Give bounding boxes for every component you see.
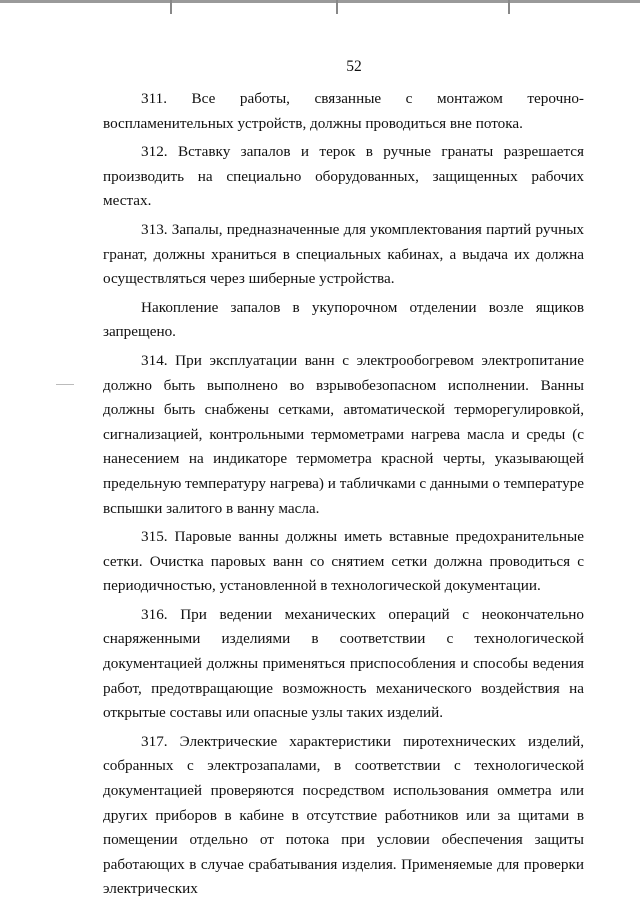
margin-mark [56, 384, 74, 385]
paragraph-311: 311. Все работы, связанные с монтажом терочно-воспламенительных устройств, должны проводиться вне потока. [103, 90, 584, 132]
page-number: 52 [346, 58, 362, 75]
paragraph-312: 312. Вставку запалов и терок в ручные гранаты разрешается производить на специально оборудованных, защищенных рабочих местах. [103, 143, 584, 210]
scan-tick [336, 0, 338, 14]
scan-tick [170, 0, 172, 14]
scan-edge [0, 0, 640, 3]
paragraph-313: 313. Запалы, предназначенные для укомплектования партий ручных гранат, должны храниться в специальных кабинах, а выдача их должна осуществляться через шиберные устройства. [103, 220, 584, 288]
paragraph-317: 317. Электрические характеристики пиротехнических изделий, собранных с электрозапалами, в соответствии с технологической документацией проверяются посредством использования омметра или других приборов в кабине в отсутствие работников или за щитами в помещении отдельно от потока при условии обеспечения защиты работающих в случае срабатывания изделия. Применяемые для проверки электрических [103, 732, 584, 898]
scan-tick [508, 0, 510, 14]
document-body [103, 87, 584, 906]
paragraph-314: 314. При эксплуатации ванн с электрообогревом электропитание должно быть выполнено во взрывобезопасном исполнении. Ванны должны быть снабжены сетками, автоматической терморегулировкой, сигнализацией, контрольными термометрами нагрева масла и среды (с нанесением на индикаторе термометра красной черты, указывающей предельную температуру нагрева) и табличками с данными о температуре вспышки залитого в ванну масла. [103, 351, 584, 517]
paragraph-315: 315. Паровые ванны должны иметь вставные предохранительные сетки. Очистка паровых ванн со снятием сетки должна проводиться с периодичностью, установленной в технологической документации. [103, 528, 584, 595]
paragraph-316: 316. При ведении механических операций с неокончательно снаряженными изделиями в соответствии с технологической документацией должны применяться приспособления и способы ведения работ, предотвращающие возможность механического воздействия на открытые составы или опасные узлы таких изделий. [103, 605, 584, 722]
paragraph-313-note: Накопление запалов в укупорочном отделении возле ящиков запрещено. [103, 298, 584, 341]
